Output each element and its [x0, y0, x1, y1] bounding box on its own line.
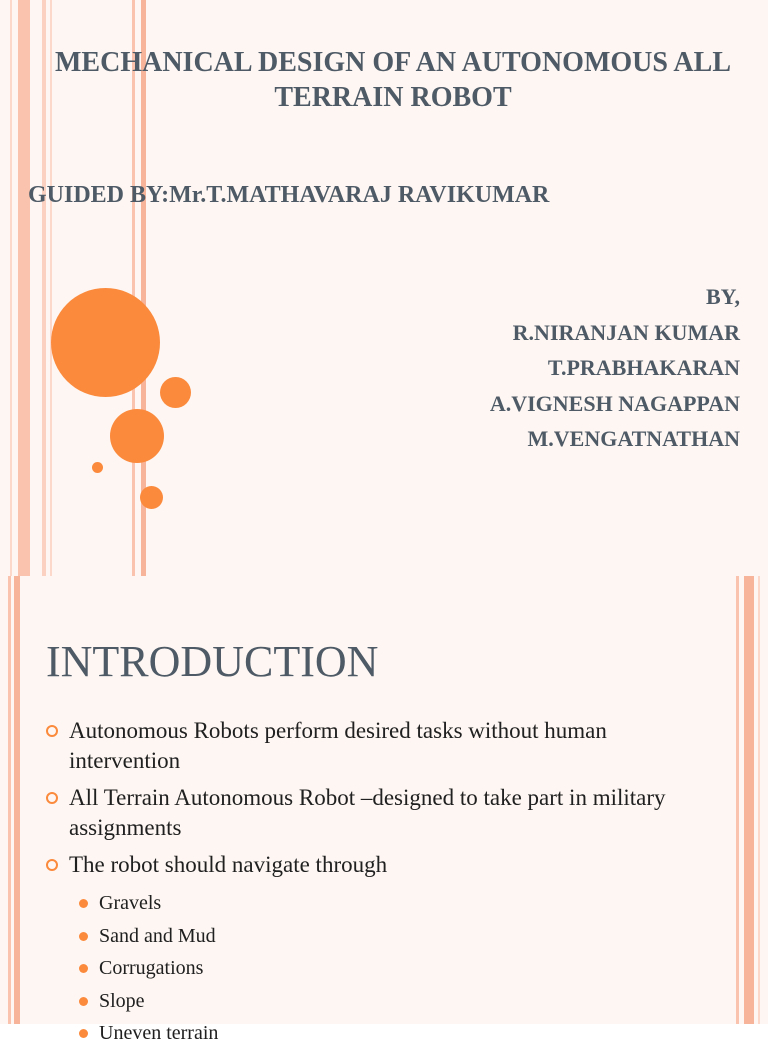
decorative-circle [110, 409, 164, 463]
introduction-slide [0, 576, 768, 1044]
bullet-dot-icon [79, 997, 88, 1006]
bullet-dot-icon [79, 1029, 88, 1038]
decorative-stripe [18, 0, 30, 576]
bullet-text: Autonomous Robots perform desired tasks without human intervention [69, 718, 607, 773]
author-list [490, 279, 740, 457]
bullet-dot-icon [79, 964, 88, 973]
slide-title: INTRODUCTION [46, 637, 379, 686]
sub-bullet-text: Gravels [99, 892, 162, 914]
by-label: BY, [705, 284, 740, 309]
sub-bullet-text: Sand and Mud [99, 924, 216, 947]
bullet-list [46, 716, 686, 1050]
sub-bullet-text: Uneven terrain [99, 1022, 219, 1044]
decorative-circle [92, 462, 103, 473]
sub-bullet-text: Slope [99, 989, 145, 1012]
author-name: R.NIRANJAN KUMAR [512, 319, 740, 345]
decorative-stripe [736, 576, 739, 1024]
decorative-stripe [744, 576, 754, 1024]
bullet-ring-icon [46, 859, 58, 871]
list-item [46, 783, 686, 843]
decorative-stripe [8, 576, 11, 1024]
decorative-stripe [758, 576, 760, 1024]
sub-bullet-text: Corrugations [99, 957, 204, 979]
bullet-dot-icon [79, 932, 88, 941]
list-item [46, 716, 686, 776]
guided-by-line: GUIDED BY:Mr.T.MATHAVARAJ RAVIKUMAR [28, 182, 550, 208]
decorative-circle [140, 486, 163, 509]
sub-list-item [46, 1017, 686, 1050]
author-name: A.VIGNESH NAGAPPAN [489, 390, 740, 416]
author-name: T.PRABHAKARAN [547, 355, 740, 380]
decorative-circle [160, 377, 191, 408]
bullet-dot-icon [79, 899, 88, 908]
decorative-stripe [14, 576, 20, 1024]
sub-list-item [46, 952, 686, 985]
bullet-ring-icon [46, 725, 58, 737]
decorative-circle [51, 288, 160, 397]
sub-list-item [46, 985, 686, 1018]
sub-list-item [46, 920, 686, 953]
decorative-stripe [10, 0, 12, 576]
author-name: M.VENGATNATHAN [527, 426, 740, 451]
list-item [46, 850, 686, 880]
bullet-text: The robot should navigate through [69, 852, 388, 877]
sub-list-item [46, 887, 686, 920]
bullet-ring-icon [46, 792, 58, 804]
presentation-title: MECHANICAL DESIGN OF AN AUTONOMOUS ALL TERRAIN ROBOT [55, 47, 731, 113]
bullet-text: All Terrain Autonomous Robot –designed to take part in military assignments [69, 785, 666, 840]
